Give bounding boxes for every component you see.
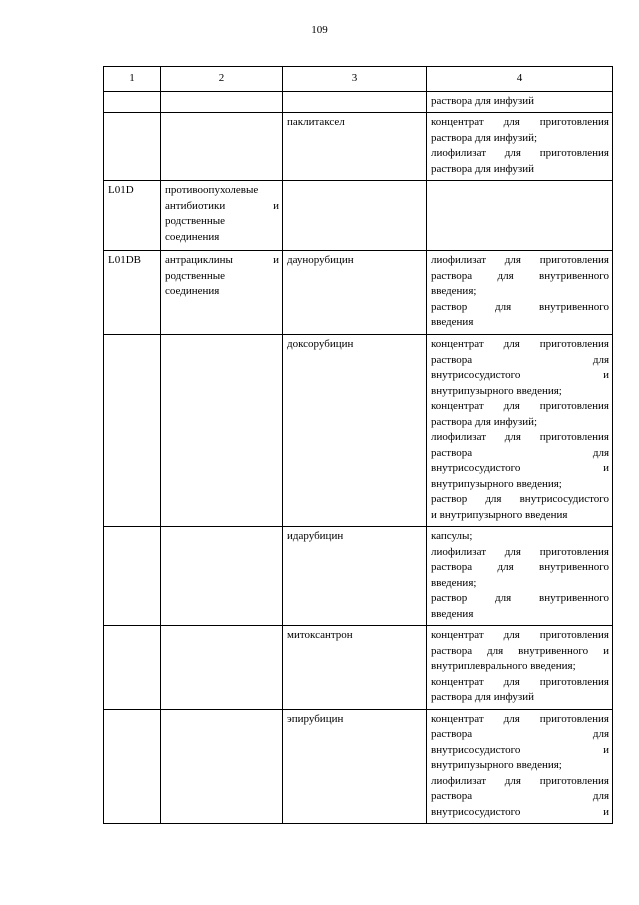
dosage-forms-cell	[427, 181, 613, 251]
dosage-forms-cell	[427, 335, 613, 527]
dosage-form-line: раствора для	[431, 353, 609, 366]
dosage-form-line: раствора для инфузий;	[431, 131, 538, 144]
group-name: антрациклины и родственные соединения	[165, 254, 279, 297]
atc-code-cell: L01DB	[104, 251, 161, 335]
atc-code-cell	[104, 709, 161, 824]
dosage-form-line: концентрат для приготовления	[431, 675, 609, 688]
dosage-form-line: раствор для внутрисосудистого	[431, 493, 609, 505]
table-row	[104, 709, 613, 824]
atc-code-cell	[104, 626, 161, 710]
dosage-form-line: капсулы;	[431, 530, 473, 542]
anatomical-group-cell	[161, 527, 283, 626]
drug-name-cell: идарубицин	[283, 527, 427, 626]
atc-code-cell	[104, 113, 161, 181]
dosage-form-line: раствора для	[431, 790, 609, 802]
anatomical-group-cell	[161, 626, 283, 710]
dosage-form-line: внутрипузырного введения;	[431, 384, 562, 397]
dosage-form-line: введения	[431, 607, 474, 620]
dosage-forms-cell	[427, 527, 613, 626]
dosage-form-line: раствора для	[431, 728, 609, 740]
anatomical-group-cell	[161, 113, 283, 181]
atc-code-cell	[104, 527, 161, 626]
drug-name-cell	[283, 91, 427, 113]
dosage-form-line: внутрипузырного введения;	[431, 477, 562, 490]
dosage-form-line: раствора для внутривенного и	[431, 644, 609, 657]
dosage-forms-cell	[427, 251, 613, 335]
dosage-forms-cell	[427, 626, 613, 710]
dosage-form-line: раствор для внутривенного	[431, 592, 609, 604]
dosage-form-line: концентрат для приготовления	[431, 400, 609, 412]
group-name: противоопухолевые антибиотики и родственные соединения	[165, 184, 279, 243]
table-row	[104, 181, 613, 251]
dosage-form-line: лиофилизат для приготовления	[431, 147, 609, 159]
column-header-1: 1	[104, 67, 161, 92]
dosage-form-line: лиофилизат для приготовления	[431, 254, 609, 266]
drug-name-cell: митоксантрон	[283, 626, 427, 710]
drug-name-cell: эпирубицин	[283, 709, 427, 824]
dosage-form-line: внутрисосудистого и	[431, 805, 609, 818]
dosage-form-line: лиофилизат для приготовления	[431, 431, 609, 443]
drug-name-cell	[283, 181, 427, 251]
dosage-form-line: внутрисосудистого и	[431, 743, 609, 756]
page-number: 109	[311, 24, 328, 36]
column-header-2: 2	[161, 67, 283, 92]
dosage-form-line: концентрат для приготовления	[431, 116, 609, 128]
dosage-form-line: раствора для	[431, 446, 609, 459]
anatomical-group-cell	[161, 335, 283, 527]
dosage-forms-cell	[427, 709, 613, 824]
dosage-form-line: введения;	[431, 285, 477, 297]
anatomical-group-cell	[161, 91, 283, 113]
dosage-form-line: раствора для инфузий	[431, 162, 534, 175]
dosage-form-line: и внутрипузырного введения	[431, 508, 568, 521]
table-row	[104, 251, 613, 335]
table-row	[104, 91, 613, 113]
dosage-form-line: раствора для внутривенного	[431, 561, 609, 573]
dosage-form-line: концентрат для приготовления	[431, 629, 609, 641]
dosage-form-line: раствора для инфузий	[431, 94, 534, 107]
dosage-form-line: раствора для инфузий;	[431, 415, 538, 428]
dosage-form-line: лиофилизат для приготовления	[431, 774, 609, 787]
dosage-form-line: лиофилизат для приготовления	[431, 545, 609, 558]
drug-name-cell: даунорубицин	[283, 251, 427, 335]
dosage-forms-cell	[427, 113, 613, 181]
table-row	[104, 626, 613, 710]
dosage-form-line: внутриплеврального введения;	[431, 660, 576, 672]
dosage-form-line: концентрат для приготовления	[431, 712, 609, 725]
column-header-3: 3	[283, 67, 427, 92]
drug-table	[103, 66, 613, 824]
column-header-4: 4	[427, 67, 613, 92]
atc-code-cell: L01D	[104, 181, 161, 251]
drug-name-cell: доксорубицин	[283, 335, 427, 527]
dosage-form-line: концентрат для приготовления	[431, 338, 609, 350]
dosage-form-line: раствора для инфузий	[431, 691, 534, 703]
anatomical-group-cell	[161, 709, 283, 824]
table-body	[104, 91, 613, 824]
dosage-form-line: внутрисосудистого и	[431, 462, 609, 474]
dosage-form-line: введения	[431, 316, 474, 328]
table-row	[104, 527, 613, 626]
dosage-form-line: раствор для внутривенного	[431, 300, 609, 313]
atc-code-cell	[104, 91, 161, 113]
dosage-forms-cell	[427, 91, 613, 113]
dosage-form-line: раствора для внутривенного	[431, 269, 609, 282]
table-row	[104, 335, 613, 527]
dosage-form-line: внутрипузырного введения;	[431, 759, 562, 771]
atc-code-cell	[104, 335, 161, 527]
anatomical-group-cell	[161, 251, 283, 335]
header-row	[104, 67, 613, 92]
drug-name-cell: паклитаксел	[283, 113, 427, 181]
dosage-form-line: внутрисосудистого и	[431, 369, 609, 381]
dosage-form-line: введения;	[431, 576, 477, 589]
table-row	[104, 113, 613, 181]
anatomical-group-cell	[161, 181, 283, 251]
